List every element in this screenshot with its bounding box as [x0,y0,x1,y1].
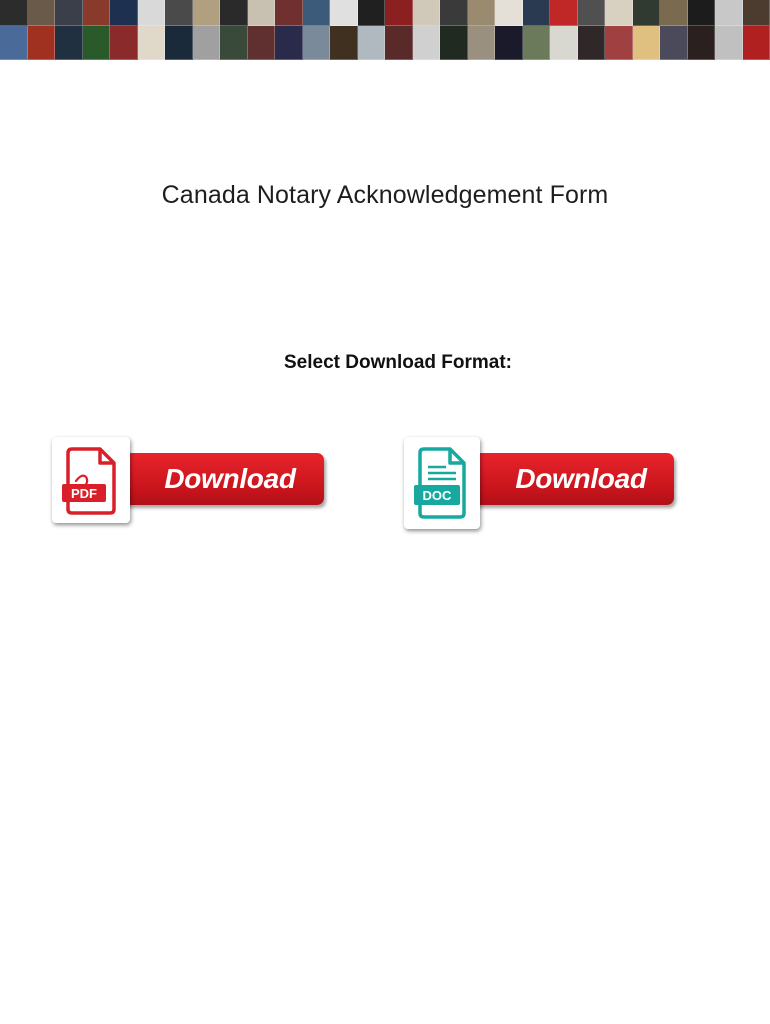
cover-thumbnail [275,26,303,60]
cover-thumbnail [605,26,633,60]
cover-thumbnail [0,26,28,60]
download-doc-bar[interactable] [466,453,674,505]
cover-thumbnail [550,26,578,60]
cover-thumbnail [495,26,523,60]
doc-badge-text: DOC [422,488,452,503]
download-pdf-label: Download [164,463,296,494]
cover-thumbnail [220,26,248,60]
cover-thumbnail [495,0,523,26]
cover-thumbnail [275,0,303,26]
cover-thumbnail [633,0,661,26]
cover-thumbnail [110,0,138,26]
cover-thumbnail [578,0,606,26]
cover-thumbnail [83,26,111,60]
cover-thumbnail [413,26,441,60]
page-title: Canada Notary Acknowledgement Form [161,181,609,209]
cover-thumbnail [193,26,221,60]
cover-thumbnail [468,26,496,60]
cover-thumbnail [330,26,358,60]
cover-thumbnail [523,26,551,60]
cover-thumbnail [358,26,386,60]
cover-thumbnail [358,0,386,26]
cover-thumbnail [440,26,468,60]
cover-thumbnail [138,0,166,26]
cover-thumbnail [715,0,743,26]
cover-thumbnail [578,26,606,60]
cover-thumbnail [303,0,331,26]
cover-thumbnail [385,26,413,60]
download-doc-label: Download [515,463,647,494]
pdf-file-icon [52,437,130,523]
cover-mosaic-banner [0,0,770,60]
cover-thumbnail [468,0,496,26]
select-format-label: Select Download Format: [283,352,513,373]
cover-thumbnail [413,0,441,26]
cover-thumbnail [660,0,688,26]
download-doc-button[interactable] [404,437,678,531]
cover-thumbnail [688,26,716,60]
cover-thumbnail [743,0,770,26]
cover-thumbnail [83,0,111,26]
cover-thumbnail [193,0,221,26]
cover-thumbnail [605,0,633,26]
cover-thumbnail [660,26,688,60]
cover-thumbnail [248,26,276,60]
cover-thumbnail [28,26,56,60]
cover-thumbnail [523,0,551,26]
cover-thumbnail [330,0,358,26]
pdf-badge-text: PDF [71,486,97,501]
cover-thumbnail [385,0,413,26]
cover-thumbnail [440,0,468,26]
cover-thumbnail [633,26,661,60]
cover-thumbnail [688,0,716,26]
download-pdf-button[interactable] [52,437,328,525]
cover-thumbnail [0,0,28,26]
cover-thumbnail [743,26,770,60]
download-pdf-bar[interactable] [114,453,324,505]
cover-thumbnail [55,0,83,26]
cover-thumbnail [55,26,83,60]
cover-thumbnail [248,0,276,26]
cover-thumbnail [715,26,743,60]
cover-thumbnail [110,26,138,60]
pdf-file-icon-card [52,437,130,523]
cover-thumbnail [303,26,331,60]
cover-thumbnail [550,0,578,26]
doc-file-icon [404,437,480,529]
cover-thumbnail [138,26,166,60]
doc-file-icon-card [404,437,480,529]
cover-thumbnail [220,0,248,26]
cover-thumbnail [165,0,193,26]
cover-thumbnail [165,26,193,60]
cover-thumbnail [28,0,56,26]
